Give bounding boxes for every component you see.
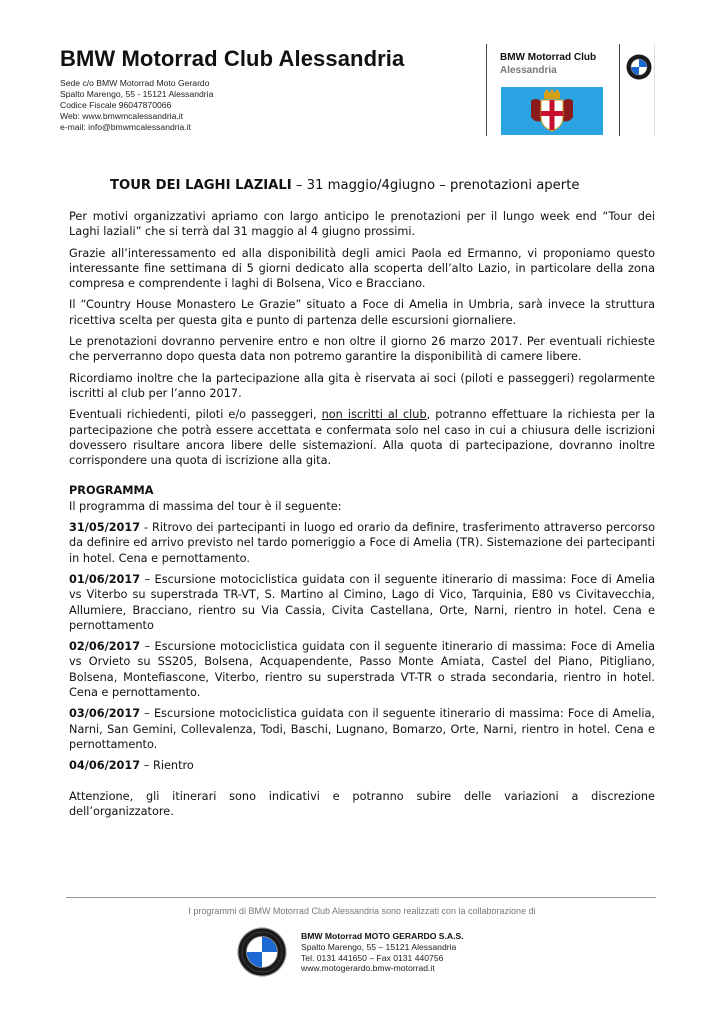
day-text: – Rientro <box>140 759 194 773</box>
paragraph: Ricordiamo inoltre che la partecipazione alla gita è riservata ai soci (piloti e passeggeri) regolarmente iscritti al club per l’anno 2017. <box>69 371 655 400</box>
paragraph: Le prenotazioni dovranno pervenire entro e non oltre il giorno 26 marzo 2017. Per eventuali richieste che perverranno dopo questa data non potremo garantire la disponibilità di camere libere. <box>69 335 655 364</box>
spacer <box>69 780 655 789</box>
day-date: 04/06/2017 <box>69 759 141 773</box>
paragraph-text: Eventuali richiedenti, piloti e/o passeggeri, <box>69 408 322 422</box>
document-title <box>110 178 579 193</box>
day-text: – Escursione motociclistica guidata con il seguente itinerario di massima: Foce di Amelia vs Viterbo su superstrada TR-VT, S. Martino al Cimino, Lago di Vico, Tarquinia, E80 vs Civitavecchia, Allumiere, Bracciano, rientro su Via Cassia, Civita Castellana, Orte, Narni, rientro in hotel. Cena e pernottamento <box>69 572 655 632</box>
address-line: Sede c/o BMW Motorrad Moto Gerardo <box>60 78 210 88</box>
program-day <box>69 706 655 752</box>
program-day <box>69 572 655 633</box>
web-line: Web: www.bmwmcalessandria.it <box>60 111 184 121</box>
paragraph: Grazie all’interessamento ed alla disponibilità degli amici Paola ed Ermanno, vi proponiamo questo interessante fine settimana di 5 giorni dedicato alla scoperta dell’alto Lazio, in particolare della zona compresa e comprendente i laghi di Bolsena, Vico e Bracciano. <box>69 246 655 291</box>
dealer-info <box>301 931 464 974</box>
day-date: 31/05/2017 <box>69 521 141 535</box>
day-date: 02/06/2017 <box>69 640 141 654</box>
logo-name: BMW Motorrad Club <box>500 52 597 63</box>
paragraph-text: , potranno effettuare la richiesta per la partecipazione che potrà essere accettata e confermata solo nel caso in cui a chiusura delle iscrizioni dovessero risultare ancora libere delle sistemazioni. Alla quota di partecipazione, dovranno inoltre corrispondere una quota di iscrizione alla gita. <box>69 408 656 468</box>
program-day <box>69 639 655 700</box>
dealer-name: BMW Motorrad MOTO GERARDO S.A.S. <box>301 931 464 941</box>
spacer <box>69 474 655 483</box>
program-heading: PROGRAMMA <box>69 484 154 498</box>
day-date: 03/06/2017 <box>69 707 141 721</box>
footer-note: I programmi di BMW Motorrad Club Alessandria sono realizzati con la collaborazione di <box>188 906 536 916</box>
bmw-roundel-icon <box>626 54 652 80</box>
day-text: - Ritrovo dei partecipanti in luogo ed orario da definire, trasferimento attraverso percorso da definire ed arrivo previsto nel tardo pomeriggio a Foce di Amelia (TR). Sistemazione dei partecipanti in hotel. Cena e pernottamento. <box>69 521 655 565</box>
city-crest-icon <box>501 87 603 135</box>
day-text: – Escursione motociclistica guidata con il seguente itinerario di massima: Foce di Amelia vs Orvieto su SS205, Bolsena, Acquapendente, Passo Monte Amiata, Castel del Piano, Pitigliano, Bolsena, Montefiascone, Viterbo, rientro su superstrada VT-TR o strada secondaria, rientro in hotel. Cena e pernottamento. <box>69 640 655 700</box>
day-date: 01/06/2017 <box>69 572 141 586</box>
underlined-text: non iscritti al club <box>321 408 427 422</box>
club-logo <box>486 44 620 136</box>
program-day <box>69 520 655 566</box>
dealer-address: Spalto Marengo, 55 – 15121 Alessandria <box>301 941 457 952</box>
day-text: – Escursione motociclistica guidata con il seguente itinerario di massima: Foce di Amelia, Narni, San Gemini, Collevalenza, Todi, Baschi, Lugnano, Bomarzo, Orte, Narni, rientro in hotel. Cena e pernottamento. <box>69 707 655 751</box>
title-rest: – 31 maggio/4giugno – prenotazioni aperte <box>291 178 580 193</box>
paragraph <box>69 407 655 468</box>
program-day <box>69 758 655 773</box>
club-address-block <box>60 78 213 133</box>
dealer-phone: Tel. 0131 441650 – Fax 0131 440756 <box>301 952 444 963</box>
header-divider <box>654 44 655 136</box>
footer-divider <box>66 897 656 898</box>
program-intro: Il programma di massima del tour è il seguente: <box>69 499 342 513</box>
paragraph: Il “Country House Monastero Le Grazie” situato a Foce di Amelia in Umbria, sarà invece la struttura ricettiva scelta per questa gita e punto di partenza delle escursioni giornaliere. <box>69 298 655 327</box>
club-title: BMW Motorrad Club Alessandria <box>60 46 405 71</box>
bmw-roundel-icon <box>237 927 287 977</box>
email-line: e-mail: info@bmwmcalessandria.it <box>60 122 191 132</box>
title-main: TOUR DEI LAGHI LAZIALI <box>110 178 292 193</box>
address-line: Spalto Marengo, 55 - 15121 Alessandria <box>60 89 214 99</box>
dealer-website: www.motogerardo.bmw-motorrad.it <box>301 963 435 974</box>
fiscal-code-line: Codice Fiscale 96047870066 <box>60 100 172 110</box>
document-body <box>69 209 655 825</box>
closing-note: Attenzione, gli itinerari sono indicativi e potranno subire delle variazioni a discrezione dell’organizzatore. <box>69 789 655 818</box>
paragraph: Per motivi organizzativi apriamo con largo anticipo le prenotazioni per il lungo week end “Tour dei Laghi laziali” che si terrà dal 31 maggio al 4 giugno prossimi. <box>69 210 655 239</box>
logo-city: Alessandria <box>500 65 557 76</box>
